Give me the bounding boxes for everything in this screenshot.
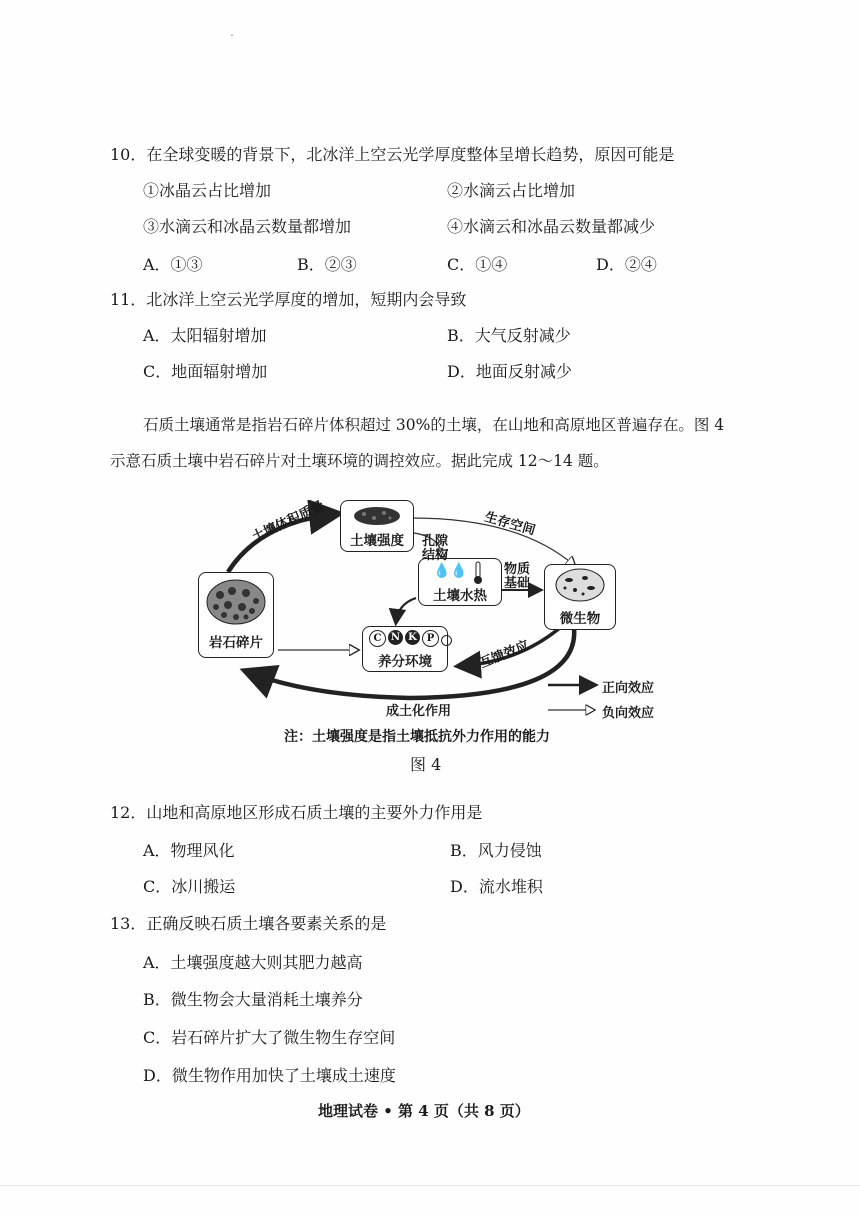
q12-stem: 12．山地和高原地区形成石质土壤的主要外力作用是 bbox=[110, 803, 483, 822]
figure-4-diagram bbox=[190, 500, 670, 750]
q11-option-d: D．地面反射减少 bbox=[447, 362, 572, 381]
q10-option-a: A．①③ bbox=[143, 255, 203, 274]
q13-option-d: D．微生物作用加快了土壤成土速度 bbox=[143, 1066, 396, 1085]
q13-option-c: C．岩石碎片扩大了微生物生存空间 bbox=[143, 1028, 396, 1047]
label-volume-mass: 土壤体积质量 bbox=[249, 498, 327, 546]
thermometer-icon bbox=[473, 561, 483, 585]
node-nutrient-label: 养分环境 bbox=[378, 654, 432, 670]
page-footer: 地理试卷 • 第 4 页（共 8 页） bbox=[318, 1102, 530, 1120]
q12-option-d: D．流水堆积 bbox=[450, 877, 543, 896]
q12-option-b: B．风力侵蚀 bbox=[450, 841, 542, 860]
label-material-1: 物质 bbox=[504, 562, 531, 577]
figure-caption: 图 4 bbox=[410, 755, 442, 774]
potassium-icon: K bbox=[405, 630, 420, 645]
q13-option-a: A．土壤强度越大则其肥力越高 bbox=[143, 953, 363, 972]
q12-option-c: C．冰川搬运 bbox=[143, 877, 236, 896]
q11-stem: 11．北冰洋上空云光学厚度的增加，短期内会导致 bbox=[110, 290, 467, 309]
q10-item-1: ①冰晶云占比增加 bbox=[143, 181, 272, 200]
q10-option-b: B．②③ bbox=[297, 255, 357, 274]
figure-note: 注：土壤强度是指土壤抵抗外力作用的能力 bbox=[284, 729, 550, 745]
label-pore-2: 结构 bbox=[422, 548, 449, 563]
node-rock-fragments bbox=[198, 572, 274, 658]
q11-option-c: C．地面辐射增加 bbox=[143, 362, 268, 381]
q13-option-b: B．微生物会大量消耗土壤养分 bbox=[143, 990, 363, 1009]
label-feedback: 互馈效应 bbox=[477, 638, 532, 672]
node-rock-label: 岩石碎片 bbox=[209, 635, 263, 651]
q12-option-a: A．物理风化 bbox=[143, 841, 235, 860]
rock-texture-icon bbox=[206, 579, 266, 625]
node-nutrient-environment bbox=[362, 626, 448, 672]
q10-item-2: ②水滴云占比增加 bbox=[447, 181, 576, 200]
nitrogen-icon: N bbox=[388, 630, 403, 645]
nutrient-symbols bbox=[369, 630, 452, 647]
node-microbes bbox=[544, 564, 616, 630]
label-pore-1: 孔隙 bbox=[422, 534, 449, 549]
q10-item-4: ④水滴云和冰晶云数量都减少 bbox=[447, 217, 656, 236]
soil-clump-icon bbox=[352, 505, 402, 527]
q10-option-d: D．②④ bbox=[596, 255, 657, 274]
q11-option-a: A．太阳辐射增加 bbox=[143, 326, 267, 345]
node-water-heat-label: 土壤水热 bbox=[433, 588, 487, 604]
water-drops-icon: 💧💧 bbox=[433, 563, 468, 579]
q11-option-b: B．大气反射减少 bbox=[447, 326, 571, 345]
passage-line-2: 示意石质土壤中岩石碎片对土壤环境的调控效应。据此完成 12～14 题。 bbox=[110, 452, 609, 470]
q10-stem: 10．在全球变暖的背景下，北冰洋上空云光学厚度整体呈增长趋势，原因可能是 bbox=[110, 145, 675, 164]
node-microbe-label: 微生物 bbox=[559, 611, 601, 627]
label-living-space: 生存空间 bbox=[482, 509, 537, 539]
carbon-icon: C bbox=[369, 630, 386, 647]
node-soil-water-heat bbox=[418, 558, 502, 606]
node-soil-strength bbox=[340, 500, 414, 552]
phosphorus-icon: P bbox=[422, 630, 439, 647]
legend-positive: 正向效应 bbox=[602, 681, 655, 696]
q13-stem: 13．正确反映石质土壤各要素关系的是 bbox=[110, 914, 387, 933]
passage-line-1: 石质土壤通常是指岩石碎片体积超过 30%的土壤，在山地和高原地区普遍存在。图 4 bbox=[143, 416, 725, 434]
label-pedogenesis: 成土化作用 bbox=[386, 704, 452, 719]
scan-speck: ˆ bbox=[230, 34, 234, 43]
q10-option-c: C．①④ bbox=[447, 255, 508, 274]
label-material-2: 基础 bbox=[504, 576, 531, 591]
microbe-icon bbox=[555, 568, 605, 602]
q10-item-3: ③水滴云和冰晶云数量都增加 bbox=[143, 217, 352, 236]
small-circle-icon bbox=[441, 635, 452, 646]
arrow-water-to-nutrient bbox=[396, 598, 416, 622]
node-strength-label: 土壤强度 bbox=[350, 533, 404, 549]
legend-negative: 负向效应 bbox=[602, 706, 655, 721]
page-bottom-edge bbox=[0, 1185, 860, 1186]
